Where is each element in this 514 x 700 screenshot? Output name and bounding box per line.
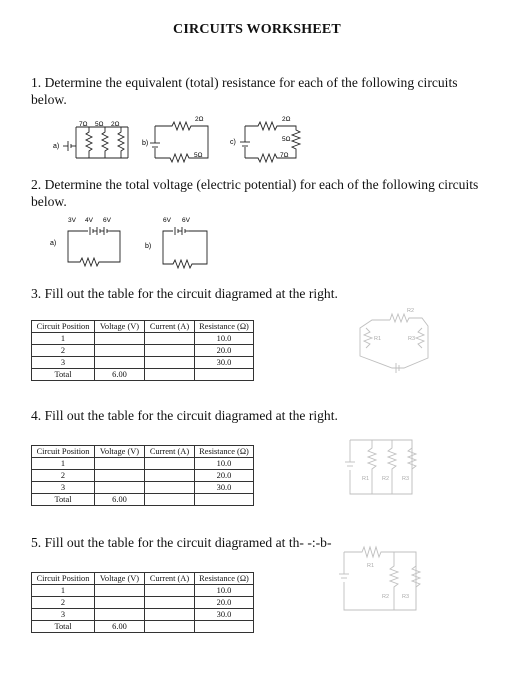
cell-voltage: 6.00 (95, 621, 145, 633)
resistor-2-label: 2Ω (195, 116, 204, 123)
table-header-row (32, 321, 254, 333)
cell-position: 1 (32, 333, 95, 345)
r2-label: R2 (407, 308, 415, 314)
cell-current[interactable] (145, 585, 195, 597)
cell-position: Total (32, 494, 95, 506)
cell-voltage[interactable] (95, 470, 145, 482)
cell-current[interactable] (145, 470, 195, 482)
cell-resistance: 20.0 (195, 597, 254, 609)
r1-label: R1 (374, 336, 382, 342)
question-1: 1. Determine the equivalent (total) resistance for each of the following circuits below. (31, 75, 458, 107)
cell-resistance[interactable] (195, 621, 254, 633)
table-total-row (32, 494, 254, 506)
circuit-diagram-q3 (352, 300, 436, 380)
table-q5 (31, 572, 254, 633)
cell-resistance[interactable] (195, 369, 254, 381)
cell-resistance: 10.0 (195, 585, 254, 597)
cell-voltage[interactable] (95, 345, 145, 357)
circuit-2b (145, 214, 235, 274)
cell-voltage[interactable] (95, 585, 145, 597)
table-row (32, 585, 254, 597)
cell-voltage: 6.00 (95, 369, 145, 381)
r1-label: R1 (367, 563, 375, 569)
resistor-7-label: 7Ω (280, 152, 289, 159)
cell-voltage[interactable] (95, 482, 145, 494)
r2-label: R2 (382, 594, 390, 600)
circuit-2a (50, 214, 140, 274)
cell-current[interactable] (145, 333, 195, 345)
cell-position: 1 (32, 458, 95, 470)
header-circuit-position: Circuit Position (32, 446, 95, 458)
table-row (32, 597, 254, 609)
cell-resistance[interactable] (195, 494, 254, 506)
cell-position: 2 (32, 345, 95, 357)
cell-current[interactable] (145, 597, 195, 609)
cell-voltage: 6.00 (95, 494, 145, 506)
cell-resistance: 30.0 (195, 357, 254, 369)
cell-current[interactable] (145, 345, 195, 357)
resistor-2-label: 2Ω (282, 116, 291, 123)
battery-6v-label: 6V (163, 217, 171, 224)
cell-position: 3 (32, 357, 95, 369)
resistor-5-label: 5Ω (194, 152, 203, 159)
circuit-2a-label: a) (50, 240, 57, 247)
header-current: Current (A) (145, 321, 195, 333)
cell-current[interactable] (145, 369, 195, 381)
battery-4v-label: 4V (85, 217, 93, 224)
cell-current[interactable] (145, 458, 195, 470)
table-total-row (32, 369, 254, 381)
table-header-row (32, 446, 254, 458)
r3-label: R3 (402, 476, 410, 482)
cell-voltage[interactable] (95, 609, 145, 621)
cell-position: 3 (32, 482, 95, 494)
cell-position: Total (32, 369, 95, 381)
question-4: 4. Fill out the table for the circuit diagramed at the right. (31, 408, 338, 423)
cell-position: 2 (32, 470, 95, 482)
table-row (32, 458, 254, 470)
table-q3 (31, 320, 254, 381)
battery-3v-label: 3V (68, 217, 76, 224)
cell-position: 1 (32, 585, 95, 597)
question-2: 2. Determine the total voltage (electric potential) for each of the following circuits below. (31, 177, 479, 209)
cell-resistance: 30.0 (195, 482, 254, 494)
table-total-row (32, 621, 254, 633)
cell-position: Total (32, 621, 95, 633)
header-current: Current (A) (145, 446, 195, 458)
cell-current[interactable] (145, 494, 195, 506)
header-voltage: Voltage (V) (95, 321, 145, 333)
r3-label: R3 (402, 594, 410, 600)
cell-resistance: 20.0 (195, 345, 254, 357)
table-header-row (32, 573, 254, 585)
header-circuit-position: Circuit Position (32, 573, 95, 585)
cell-resistance: 20.0 (195, 470, 254, 482)
r2-label: R2 (382, 476, 390, 482)
circuit-diagram-q4 (340, 432, 424, 504)
cell-current[interactable] (145, 482, 195, 494)
table-row (32, 357, 254, 369)
cell-resistance: 10.0 (195, 333, 254, 345)
circuit-1b (142, 110, 222, 168)
circuit-1a (52, 118, 134, 162)
resistor-5-label: 5Ω (282, 136, 291, 143)
table-row (32, 333, 254, 345)
header-voltage: Voltage (V) (95, 446, 145, 458)
question-3: 3. Fill out the table for the circuit diagramed at the right. (31, 286, 338, 301)
battery-6v-label: 6V (182, 217, 190, 224)
question-5: 5. Fill out the table for the circuit diagramed at th- -:-b- (31, 535, 332, 550)
table-row (32, 482, 254, 494)
r1-label: R1 (362, 476, 370, 482)
header-circuit-position: Circuit Position (32, 321, 95, 333)
table-q4 (31, 445, 254, 506)
header-voltage: Voltage (V) (95, 573, 145, 585)
table-row (32, 345, 254, 357)
cell-position: 3 (32, 609, 95, 621)
resistor-2-label: 2Ω (111, 121, 120, 128)
cell-current[interactable] (145, 609, 195, 621)
circuit-1c-label: c) (230, 139, 236, 146)
battery-6v-label: 6V (103, 217, 111, 224)
header-resistance: Resistance (Ω) (195, 573, 254, 585)
cell-resistance: 30.0 (195, 609, 254, 621)
resistor-5-label: 5Ω (95, 121, 104, 128)
cell-voltage[interactable] (95, 458, 145, 470)
resistor-7-label: 7Ω (79, 121, 88, 128)
cell-voltage[interactable] (95, 333, 145, 345)
cell-current[interactable] (145, 357, 195, 369)
cell-position: 2 (32, 597, 95, 609)
r3-label: R3 (408, 336, 416, 342)
circuit-1a-label: a) (53, 143, 60, 150)
circuit-diagram-q5 (336, 540, 428, 614)
circuit-1c (230, 106, 312, 168)
cell-voltage[interactable] (95, 357, 145, 369)
circuit-1b-label: b) (142, 140, 149, 147)
table-row (32, 470, 254, 482)
header-current: Current (A) (145, 573, 195, 585)
circuit-2b-label: b) (145, 243, 152, 250)
cell-current[interactable] (145, 621, 195, 633)
header-resistance: Resistance (Ω) (195, 446, 254, 458)
cell-resistance: 10.0 (195, 458, 254, 470)
cell-voltage[interactable] (95, 597, 145, 609)
worksheet-title: CIRCUITS WORKSHEET (173, 22, 341, 37)
table-row (32, 609, 254, 621)
header-resistance: Resistance (Ω) (195, 321, 254, 333)
